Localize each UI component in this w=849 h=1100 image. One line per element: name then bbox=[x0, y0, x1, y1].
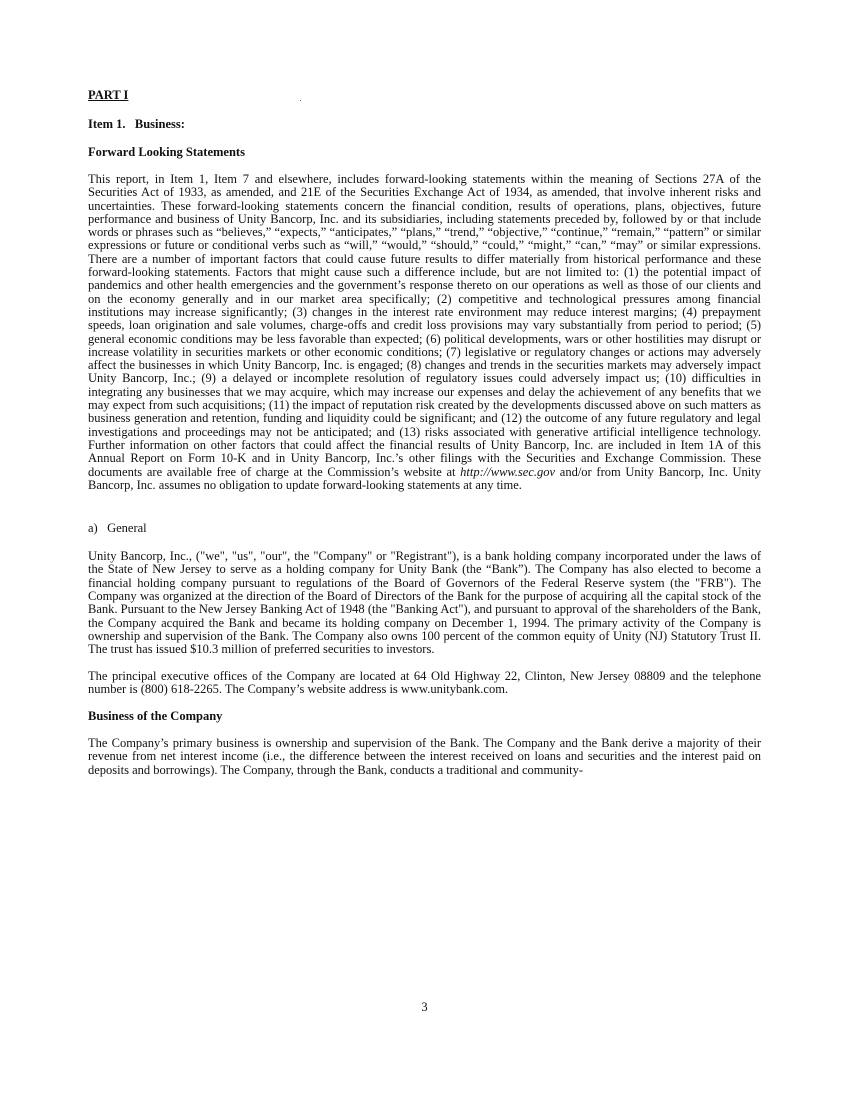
general-paragraph-2: The principal executive offices of the Company are located at 64 Old Highway 22, Clinton, New Jersey 08809 and the telephone number is (800) 618-2265. The Company’s website address is www.unitybank.com. bbox=[88, 668, 761, 696]
document-page bbox=[88, 88, 761, 790]
forward-looking-paragraph bbox=[88, 173, 761, 492]
forward-looking-text-b: and/or from Unity Bancorp, Inc. Unity Bancorp, Inc. assumes no obligation to update forward-looking statements at any time. bbox=[88, 464, 762, 492]
business-heading: Business of the Company bbox=[88, 709, 223, 724]
item-heading: Item 1. Business: bbox=[88, 117, 185, 131]
general-paragraph-1: Unity Bancorp, Inc., ("we", "us", "our", the "Company" or "Registrant"), is a bank holding company incorporated under the laws of the State of New Jersey to serve as a holding company for Unity Bank (the “Bank”). The Company has also elected to become a financial holding company pursuant to regulations of the Board of Governors of the Federal Reserve system (the "FRB"). The Company was organized at the direction of the Board of Directors of the Bank for the purpose of acquiring all the capital stock of the Bank. Pursuant to the New Jersey Banking Act of 1948 (the "Banking Act"), and pursuant to approval of the shareholders of the Bank, the Company acquired the Bank and became its holding company on December 1, 1994. The primary activity of the Company is ownership and supervision of the Bank. The Company also owns 100 percent of the common equity of Unity (NJ) Statutory Trust II. The trust has issued $10.3 million of preferred securities to investors. bbox=[88, 549, 761, 657]
forward-looking-heading: Forward Looking Statements bbox=[88, 145, 245, 159]
business-paragraph: The Company’s primary business is ownership and supervision of the Bank. The Company and the Bank derive a majority of their revenue from net interest income (i.e., the difference between the interest received on loans and securities and the interest paid on deposits and borrowings). The Company, through the Bank, conducts a traditional and community- bbox=[88, 736, 761, 777]
general-heading: a) General bbox=[88, 521, 147, 536]
sec-link[interactable]: http://www.sec.gov bbox=[460, 464, 556, 479]
page-number: 3 bbox=[421, 1000, 428, 1014]
forward-looking-text-a: This report, in Item 1, Item 7 and elsewhere, includes forward-looking statements within the meaning of Sections 27A of the Securities Act of 1933, as amended, and 21E of the Securities Exchange Act of 1934, as amended, that involve inherent risks and uncertainties. These forward-looking statements concern the financial condition, results of operations, plans, objectives, future performance and business of Unity Bancorp, Inc. and its subsidiaries, including statements preceded by, followed by or that include words or phrases such as “believes,” “expects,” “anticipates,” “plans,” “trend,” “objective,” “continue,” “remain,” “pattern” or similar expressions or future or conditional verbs such as “will,” “would,” “should,” “could,” “might,” “can,” “may” or similar expressions. There are a number of important factors that could cause future results to differ materially from historical performance and these forward-looking statements. Factors that might cause such a difference include, but are not limited to: (1) the potential impact of pandemics and other health emergencies and the government’s response thereto on our operations as well as those of our clients and on the economy generally and in our market area specifically; (2) competitive and technological pressures among financial institutions may increase significantly; (3) changes in the interest rate environment may reduce interest margins; (4) prepayment speeds, loan origination and sale volumes, charge-offs and credit loss provisions may vary substantially from period to period; (5) general economic conditions may be less favorable than expected; (6) political developments, wars or other hostilities may disrupt or increase volatility in securities markets or other economic conditions; (7) legislative or regulatory changes or actions may adversely affect the businesses in which Unity Bancorp, Inc. is engaged; (8) changes and trends in the securities markets may adversely impact Unity Bancorp, Inc.; (9) a delayed or incomplete resolution of regulatory issues could adversely impact us; (10) difficulties in integrating any businesses that we may acquire, which may increase our expenses and delay the achievement of any benefits that we may expect from such acquisitions; (11) the impact of reputation risk created by the developments discussed above on such matters as business generation and retention, funding and liquidity could be significant; and (12) the outcome of any future regulatory and legal investigations and proceedings may not be anticipated; and (13) risks associated with generative artificial intelligence technology. Further information on other factors that could affect the financial results of Unity Bancorp, Inc. are included in Item 1A of this Annual Report on Form 10-K and in Unity Bancorp, Inc.’s other filings with the Securities and Exchange Commission. These documents are available free of charge at the Commission’s website at bbox=[88, 172, 761, 479]
part-heading: PART I bbox=[88, 88, 129, 102]
